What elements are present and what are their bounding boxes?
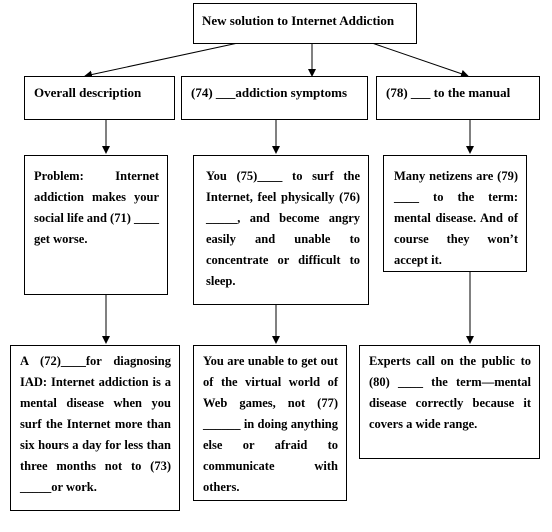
col2-bottom-text: You are unable to get out of the virtual world of Web games, not (77) ______ in doing anything else or afraid to communicate with others. bbox=[203, 354, 338, 494]
arrow-top-to-col3 bbox=[372, 43, 468, 76]
col1-bottom-box bbox=[10, 345, 180, 511]
col3-bottom-text: Experts call on the public to (80) ____ the term—mental disease correctly because it covers a wide range. bbox=[369, 354, 531, 431]
col3-header-text: (78) ___ to the manual bbox=[386, 85, 511, 100]
col2-middle-text: You (75)____ to surf the Internet, feel physically (76) _____, and become angry easily and unable to concentrate or difficult to sleep. bbox=[206, 169, 360, 288]
col2-header-box bbox=[181, 76, 368, 120]
col3-header-box bbox=[376, 76, 540, 120]
col2-header-text: (74) ___addiction symptoms bbox=[191, 85, 348, 100]
col3-middle-text: Many netizens are (79) ____ to the term: mental disease. And of course they won’t accept it. bbox=[394, 169, 518, 267]
col1-bottom-text: A (72)____for diagnosing IAD: Internet addiction is a mental disease when you surf the Internet more than six hours a day for less than three months not to (73) _____or work. bbox=[20, 354, 171, 494]
col1-middle-text: Problem: Internet addiction makes your social life and (71) ____ get worse. bbox=[34, 169, 159, 246]
col2-middle-box bbox=[193, 155, 369, 305]
col3-bottom-box bbox=[359, 345, 540, 459]
top-box bbox=[193, 3, 417, 44]
col2-bottom-box bbox=[193, 345, 347, 501]
col3-middle-box bbox=[383, 155, 527, 272]
col1-header-text: Overall description bbox=[34, 85, 142, 100]
arrow-top-to-col1 bbox=[85, 43, 238, 76]
col1-middle-box bbox=[24, 155, 168, 295]
top-box-text: New solution to Internet Addiction bbox=[202, 13, 395, 28]
col1-header-box bbox=[24, 76, 175, 120]
